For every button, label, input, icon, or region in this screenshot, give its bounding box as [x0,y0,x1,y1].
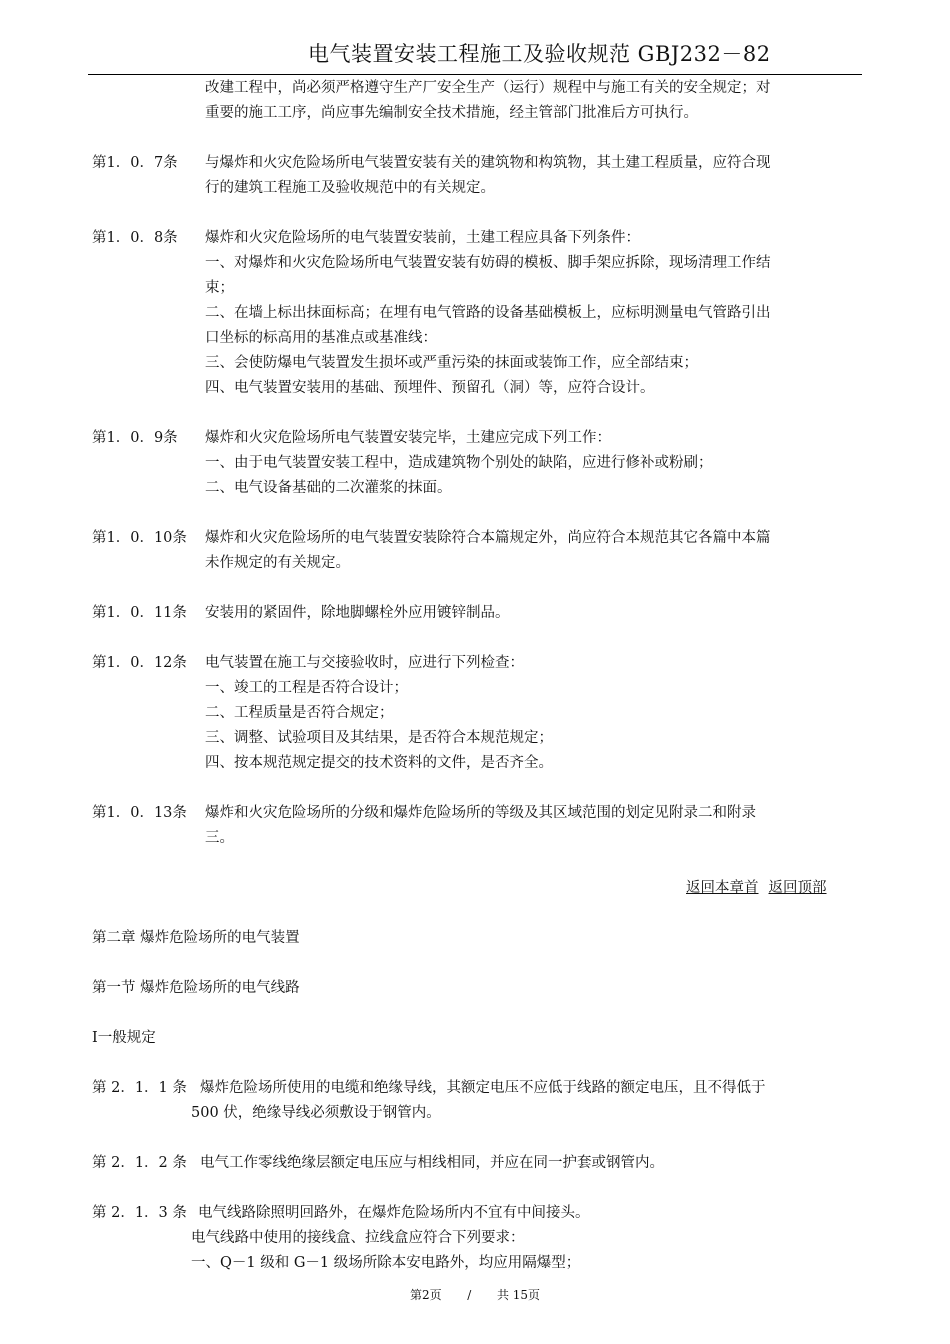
chapter-heading: 第二章 爆炸危险场所的电气装置 [92,930,300,946]
clause-line: 行的建筑工程施工及验收规范中的有关规定。 [205,180,495,196]
back-to-chapter-link[interactable]: 返回本章首 [686,880,759,896]
intro-line: 改建工程中，尚必须严格遵守生产厂安全生产（运行）规程中与施工有关的安全规定；对 [205,80,771,96]
clause-label-2-1-2: 第 2．1．2 条 [92,1155,187,1171]
clause-line: 二、工程质量是否符合规定； [205,705,394,721]
clause-label-1-0-13: 第1．0．13条 [92,805,187,821]
total-pages: 共 15页 [496,1288,541,1302]
clause-line: 四、按本规范规定提交的技术资料的文件，是否齐全。 [205,755,553,771]
clause-line: 束； [205,280,234,296]
clause-line: 未作规定的有关规定。 [205,555,350,571]
page-number: 第2页 [409,1288,442,1302]
clause-label-1-0-12: 第1．0．12条 [92,655,187,671]
page-footer [0,1286,950,1303]
clause-line: 电气线路中使用的接线盒、拉线盒应符合下列要求： [191,1230,525,1246]
clause-line: 一、竣工的工程是否符合设计； [205,680,408,696]
clause-line: 一、对爆炸和火灾危险场所电气装置安装有妨碍的模板、脚手架应拆除，现场清理工作结 [205,255,771,271]
clause-line: 爆炸和火灾危险场所的电气装置安装前，土建工程应具备下列条件： [205,230,640,246]
clause-line: 爆炸和火灾危险场所电气装置安装完毕，土建应完成下列工作： [205,430,611,446]
clause-line: 爆炸危险场所使用的电缆和绝缘导线，其额定电压不应低于线路的额定电压，且不得低于 [200,1080,766,1096]
clause-line: 二、电气设备基础的二次灌浆的抹面。 [205,480,452,496]
clause-line: 口坐标的标高用的基准点或基准线： [205,330,437,346]
nav-links [686,876,827,901]
clause-line: 爆炸和火灾危险场所的分级和爆炸危险场所的等级及其区域范围的划定见附录二和附录 [205,805,756,821]
clause-line: 二、在墙上标出抹面标高；在埋有电气管路的设备基础模板上，应标明测量电气管路引出 [205,305,771,321]
back-to-top-link[interactable]: 返回顶部 [768,880,827,896]
subsection-heading: Ⅰ一般规定 [92,1030,156,1046]
page-header [88,34,862,75]
clause-line: 四、电气装置安装用的基础、预埋件、预留孔（洞）等，应符合设计。 [205,380,655,396]
clause-line: 一、Q－1 级和 G－1 级场所除本安电路外，均应用隔爆型； [191,1255,581,1271]
clause-line: 电气装置在施工与交接验收时，应进行下列检查： [205,655,524,671]
clause-label-1-0-11: 第1．0．11条 [92,605,187,621]
section-heading: 第一节 爆炸危险场所的电气线路 [92,980,300,996]
document-title: 电气装置安装工程施工及验收规范 GBJ232－82 [308,42,771,66]
clause-line: 500 伏，绝缘导线必须敷设于钢管内。 [191,1105,441,1121]
clause-line: 安装用的紧固件，除地脚螺栓外应用镀锌制品。 [205,605,510,621]
clause-label-1-0-7: 第1．0．7条 [92,155,178,171]
clause-line: 三、会使防爆电气装置发生损坏或严重污染的抹面或装饰工作，应全部结束； [205,355,698,371]
clause-label-1-0-8: 第1．0．8条 [92,230,178,246]
clause-line: 一、由于电气装置安装工程中，造成建筑物个别处的缺陷，应进行修补或粉刷； [205,455,713,471]
clause-line: 三。 [205,830,234,846]
clause-line: 三、调整、试验项目及其结果，是否符合本规范规定； [205,730,553,746]
page-separator: / [467,1288,472,1302]
clause-label-2-1-3: 第 2．1．3 条 [92,1205,187,1221]
clause-label-1-0-9: 第1．0．9条 [92,430,178,446]
clause-line: 电气工作零线绝缘层额定电压应与相线相同，并应在同一护套或钢管内。 [200,1155,664,1171]
clause-line: 与爆炸和火灾危险场所电气装置安装有关的建筑物和构筑物，其土建工程质量，应符合现 [205,155,771,171]
intro-line: 重要的施工工序，尚应事先编制安全技术措施，经主管部门批准后方可执行。 [205,105,698,121]
clause-label-2-1-1: 第 2．1．1 条 [92,1080,187,1096]
clause-line: 爆炸和火灾危险场所的电气装置安装除符合本篇规定外，尚应符合本规范其它各篇中本篇 [205,530,771,546]
clause-line: 电气线路除照明回路外，在爆炸危险场所内不宜有中间接头。 [198,1205,590,1221]
clause-label-1-0-10: 第1．0．10条 [92,530,187,546]
